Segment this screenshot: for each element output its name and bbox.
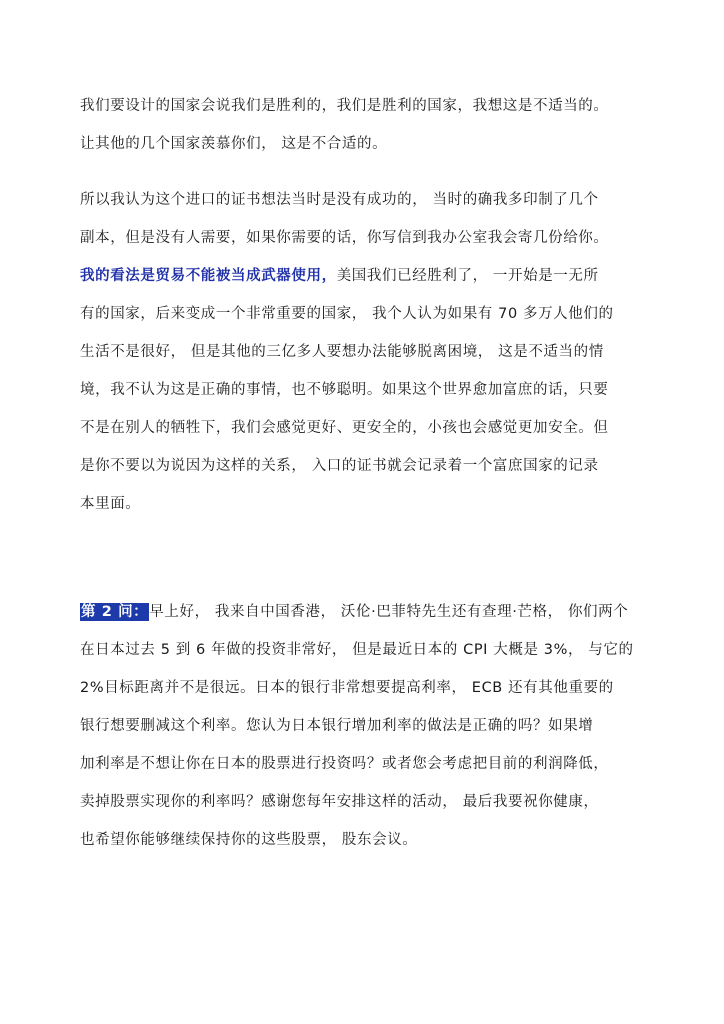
question-2-line-1 (80, 602, 660, 622)
question-2-line-6: 卖掉股票实现你的利率吗？感谢您每年安排这样的活动， 最后我要祝你健康， (80, 794, 599, 810)
paragraph-1-line-2: 让其他的几个国家羡慕你们， 这是不合适的。 (80, 136, 388, 152)
question-label: 第 2 问： (81, 604, 149, 620)
paragraph-2-line-4: 有的国家，后来变成一个非常重要的国家， 我个人认为如果有 70 多万人他们的 (80, 306, 614, 322)
question-2-line-2: 在日本过去 5 到 6 年做的投资非常好， 但是最近日本的 CPI 大概是 3%， 与它的 (80, 642, 634, 658)
highlighted-statement: 我的看法是贸易不能被当成武器使用， (80, 268, 337, 284)
paragraph-2-line-9: 本里面。 (80, 496, 141, 512)
paragraph-1-line-1: 我们要设计的国家会说我们是胜利的，我们是胜利的国家，我想这是不适当的。 (80, 98, 609, 114)
paragraph-2-line-8: 是你不要以为说因为这样的关系， 入口的证书就会记录着一个富庶国家的记录 (80, 458, 599, 474)
question-2-line-5: 加利率是不想让你在日本的股票进行投资吗？或者您会考虑把目前的利润降低， (80, 756, 609, 772)
paragraph-2-line-3 (80, 266, 660, 286)
question-2-line-1-rest: 早上好， 我来自中国香港， 沃伦·巴菲特先生还有查理·芒格， 你们两个 (149, 604, 629, 620)
paragraph-2-line-6: 境，我不认为这是正确的事情，也不够聪明。如果这个世界愈加富庶的话，只要 (80, 382, 609, 398)
question-2-line-7: 也希望你能够继续保持你的这些股票， 股东会议。 (80, 832, 418, 848)
paragraph-2-line-1: 所以我认为这个进口的证书想法当时是没有成功的， 当时的确我多印制了几个 (80, 192, 599, 208)
question-2-line-4: 银行想要删减这个利率。您认为日本银行增加利率的做法是正确的吗？如果增 (80, 718, 594, 734)
paragraph-2-line-5: 生活不是很好， 但是其他的三亿多人要想办法能够脱离困境， 这是不适当的情 (80, 344, 604, 360)
paragraph-2-line-7: 不是在别人的牺牲下，我们会感觉更好、更安全的，小孩也会感觉更加安全。但 (80, 420, 609, 436)
paragraph-2-line-3-rest: 美国我们已经胜利了， 一开始是一无所 (336, 268, 599, 284)
question-2-line-3: 2%目标距离并不是很远。日本的银行非常想要提高利率， ECB 还有其他重要的 (80, 680, 614, 696)
paragraph-2-line-2: 副本，但是没有人需要，如果你需要的话，你写信到我办公室我会寄几份给你。 (80, 230, 609, 246)
